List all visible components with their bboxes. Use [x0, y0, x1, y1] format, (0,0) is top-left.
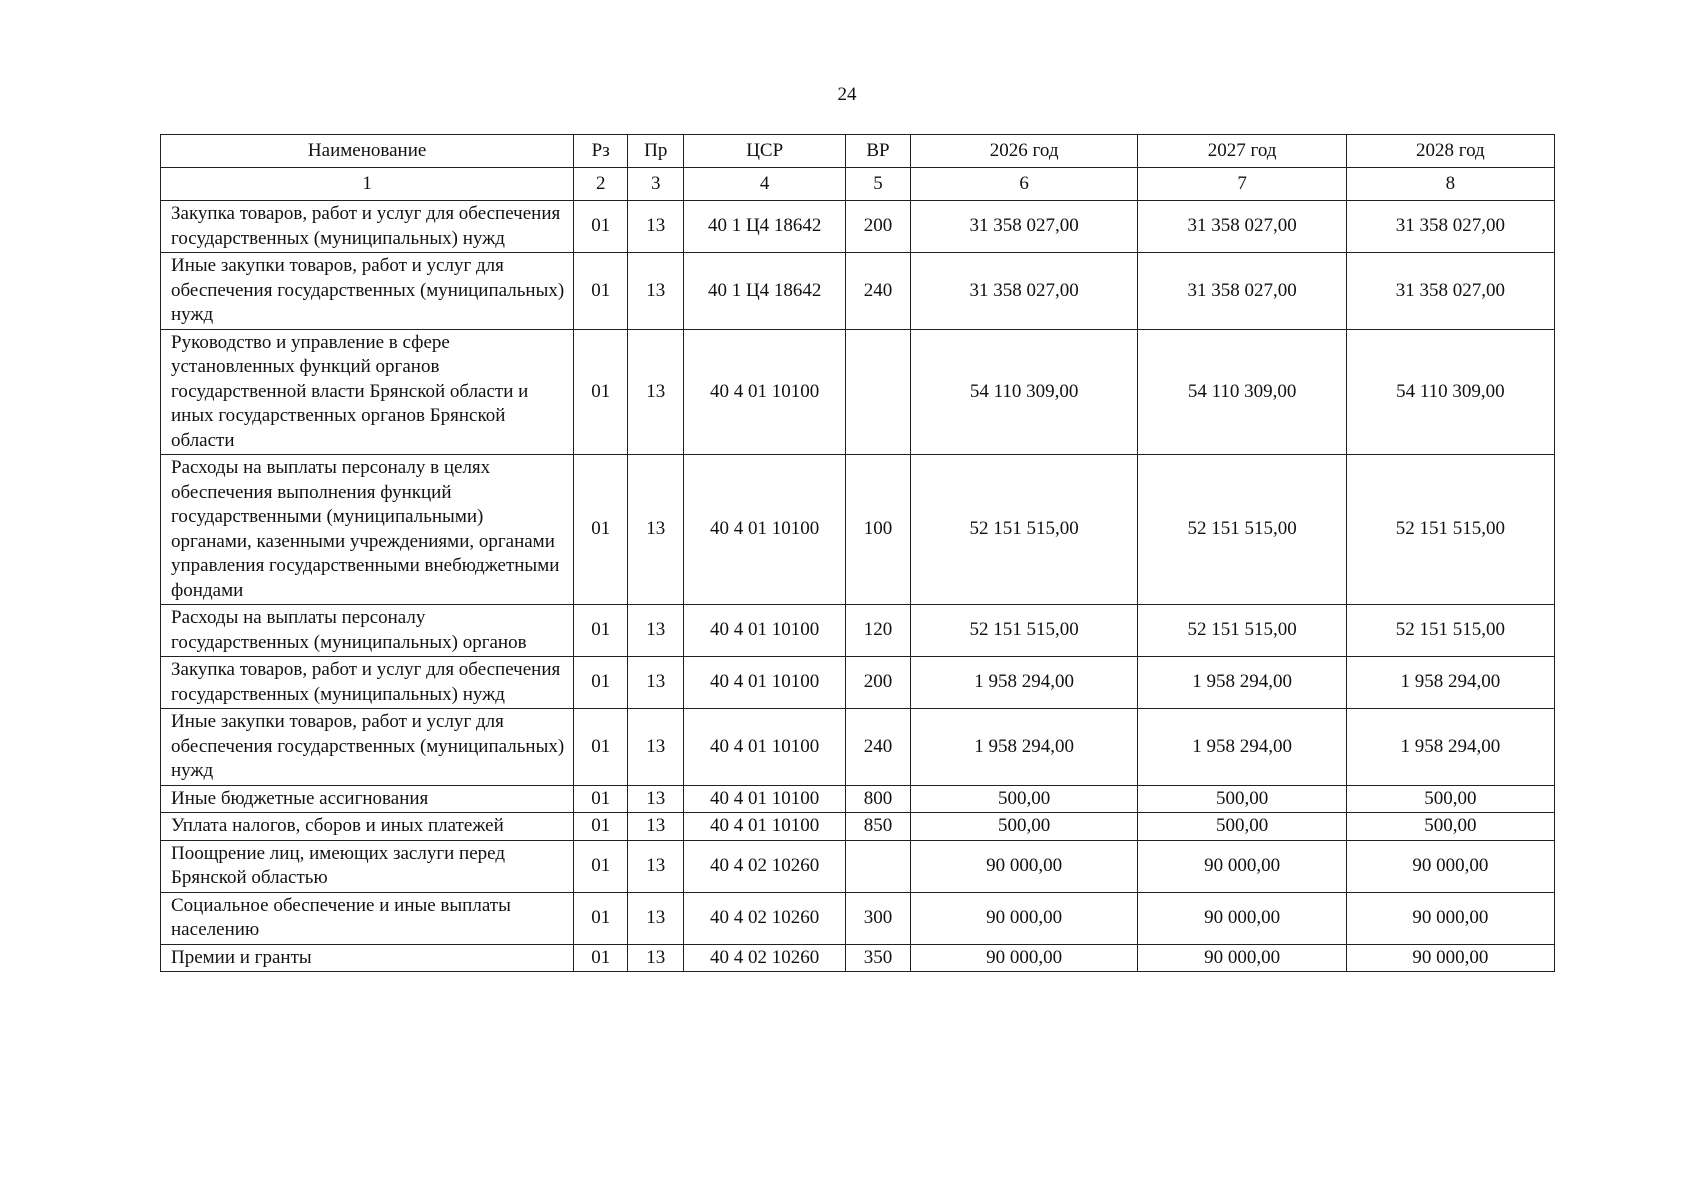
- cell-name: Расходы на выплаты персоналу государственных (муниципальных) органов: [161, 605, 574, 657]
- cell-rz: 01: [574, 657, 628, 709]
- cell-2027: 52 151 515,00: [1138, 455, 1346, 605]
- cell-csr: 40 4 01 10100: [684, 605, 846, 657]
- header-2026: 2026 год: [910, 135, 1138, 168]
- cell-pr: 13: [628, 605, 684, 657]
- cell-name: Иные закупки товаров, работ и услуг для обеспечения государственных (муниципальных) нужд: [161, 709, 574, 786]
- cell-2028: 1 958 294,00: [1346, 709, 1554, 786]
- cell-2028: 90 000,00: [1346, 892, 1554, 944]
- cell-2026: 54 110 309,00: [910, 329, 1138, 455]
- cell-rz: 01: [574, 813, 628, 841]
- column-number: 8: [1346, 168, 1554, 201]
- cell-csr: 40 4 01 10100: [684, 709, 846, 786]
- cell-csr: 40 4 01 10100: [684, 657, 846, 709]
- cell-pr: 13: [628, 657, 684, 709]
- table-row: [161, 944, 1555, 972]
- table-row: [161, 605, 1555, 657]
- cell-2027: 31 358 027,00: [1138, 201, 1346, 253]
- cell-rz: 01: [574, 785, 628, 813]
- column-number: 7: [1138, 168, 1346, 201]
- header-name: Наименование: [161, 135, 574, 168]
- cell-2028: 54 110 309,00: [1346, 329, 1554, 455]
- cell-pr: 13: [628, 329, 684, 455]
- header-rz: Рз: [574, 135, 628, 168]
- cell-2028: 52 151 515,00: [1346, 455, 1554, 605]
- cell-pr: 13: [628, 253, 684, 330]
- cell-name: Закупка товаров, работ и услуг для обеспечения государственных (муниципальных) нужд: [161, 657, 574, 709]
- cell-rz: 01: [574, 892, 628, 944]
- cell-vr: 300: [846, 892, 911, 944]
- cell-2028: 90 000,00: [1346, 944, 1554, 972]
- cell-2026: 31 358 027,00: [910, 253, 1138, 330]
- cell-name: Иные бюджетные ассигнования: [161, 785, 574, 813]
- header-2028: 2028 год: [1346, 135, 1554, 168]
- cell-2026: 52 151 515,00: [910, 455, 1138, 605]
- cell-vr: 240: [846, 709, 911, 786]
- table-row: [161, 657, 1555, 709]
- column-number: 4: [684, 168, 846, 201]
- cell-csr: 40 1 Ц4 18642: [684, 253, 846, 330]
- cell-vr: [846, 840, 911, 892]
- cell-name: Иные закупки товаров, работ и услуг для обеспечения государственных (муниципальных) нужд: [161, 253, 574, 330]
- cell-name: Социальное обеспечение и иные выплаты населению: [161, 892, 574, 944]
- cell-2028: 90 000,00: [1346, 840, 1554, 892]
- table-row: [161, 840, 1555, 892]
- cell-vr: 200: [846, 201, 911, 253]
- header-pr: Пр: [628, 135, 684, 168]
- column-number: 3: [628, 168, 684, 201]
- cell-csr: 40 4 01 10100: [684, 813, 846, 841]
- cell-csr: 40 4 01 10100: [684, 455, 846, 605]
- cell-2026: 90 000,00: [910, 840, 1138, 892]
- cell-pr: 13: [628, 455, 684, 605]
- page-number: 24: [837, 84, 857, 105]
- cell-pr: 13: [628, 813, 684, 841]
- column-number: 5: [846, 168, 911, 201]
- cell-2026: 500,00: [910, 785, 1138, 813]
- cell-2028: 500,00: [1346, 785, 1554, 813]
- table-row: [161, 785, 1555, 813]
- cell-pr: 13: [628, 201, 684, 253]
- column-number: 6: [910, 168, 1138, 201]
- cell-2026: 1 958 294,00: [910, 709, 1138, 786]
- cell-2026: 31 358 027,00: [910, 201, 1138, 253]
- header-2027: 2027 год: [1138, 135, 1346, 168]
- cell-rz: 01: [574, 329, 628, 455]
- table-row: [161, 329, 1555, 455]
- cell-csr: 40 4 02 10260: [684, 892, 846, 944]
- cell-2028: 31 358 027,00: [1346, 201, 1554, 253]
- cell-name: Руководство и управление в сфере установленных функций органов государственной власти Брянской области и иных государственных органов Брянской области: [161, 329, 574, 455]
- cell-2028: 1 958 294,00: [1346, 657, 1554, 709]
- budget-table: [160, 134, 1555, 972]
- cell-2027: 90 000,00: [1138, 840, 1346, 892]
- header-csr: ЦСР: [684, 135, 846, 168]
- cell-2028: 31 358 027,00: [1346, 253, 1554, 330]
- column-number-row: [161, 168, 1555, 201]
- cell-rz: 01: [574, 201, 628, 253]
- table-row: [161, 253, 1555, 330]
- cell-rz: 01: [574, 253, 628, 330]
- cell-2027: 500,00: [1138, 785, 1346, 813]
- cell-csr: 40 4 01 10100: [684, 785, 846, 813]
- cell-vr: [846, 329, 911, 455]
- cell-2026: 1 958 294,00: [910, 657, 1138, 709]
- cell-2027: 500,00: [1138, 813, 1346, 841]
- cell-2026: 90 000,00: [910, 892, 1138, 944]
- cell-2027: 1 958 294,00: [1138, 709, 1346, 786]
- column-number: 2: [574, 168, 628, 201]
- cell-pr: 13: [628, 840, 684, 892]
- cell-rz: 01: [574, 840, 628, 892]
- cell-name: Закупка товаров, работ и услуг для обеспечения государственных (муниципальных) нужд: [161, 201, 574, 253]
- cell-2027: 31 358 027,00: [1138, 253, 1346, 330]
- cell-2028: 500,00: [1346, 813, 1554, 841]
- cell-vr: 850: [846, 813, 911, 841]
- cell-2026: 90 000,00: [910, 944, 1138, 972]
- cell-rz: 01: [574, 709, 628, 786]
- cell-pr: 13: [628, 892, 684, 944]
- cell-vr: 200: [846, 657, 911, 709]
- cell-name: Уплата налогов, сборов и иных платежей: [161, 813, 574, 841]
- cell-csr: 40 4 02 10260: [684, 840, 846, 892]
- cell-2026: 52 151 515,00: [910, 605, 1138, 657]
- table-row: [161, 709, 1555, 786]
- cell-vr: 240: [846, 253, 911, 330]
- cell-vr: 350: [846, 944, 911, 972]
- cell-vr: 800: [846, 785, 911, 813]
- cell-2027: 1 958 294,00: [1138, 657, 1346, 709]
- cell-rz: 01: [574, 605, 628, 657]
- column-number: 1: [161, 168, 574, 201]
- cell-2027: 52 151 515,00: [1138, 605, 1346, 657]
- header-row: [161, 135, 1555, 168]
- table-row: [161, 455, 1555, 605]
- header-vr: ВР: [846, 135, 911, 168]
- cell-name: Поощрение лиц, имеющих заслуги перед Брянской областью: [161, 840, 574, 892]
- cell-rz: 01: [574, 455, 628, 605]
- cell-2028: 52 151 515,00: [1346, 605, 1554, 657]
- table-row: [161, 201, 1555, 253]
- cell-pr: 13: [628, 709, 684, 786]
- cell-rz: 01: [574, 944, 628, 972]
- cell-csr: 40 1 Ц4 18642: [684, 201, 846, 253]
- cell-vr: 100: [846, 455, 911, 605]
- cell-2027: 90 000,00: [1138, 892, 1346, 944]
- cell-2027: 54 110 309,00: [1138, 329, 1346, 455]
- table-row: [161, 892, 1555, 944]
- cell-2026: 500,00: [910, 813, 1138, 841]
- cell-pr: 13: [628, 785, 684, 813]
- cell-csr: 40 4 01 10100: [684, 329, 846, 455]
- cell-csr: 40 4 02 10260: [684, 944, 846, 972]
- cell-name: Премии и гранты: [161, 944, 574, 972]
- cell-pr: 13: [628, 944, 684, 972]
- cell-vr: 120: [846, 605, 911, 657]
- table-body: [161, 201, 1555, 972]
- cell-name: Расходы на выплаты персоналу в целях обеспечения выполнения функций государственными (муниципальными) органами, казенными учреждениями, органами управления государственными внебюджетными фондами: [161, 455, 574, 605]
- table-row: [161, 813, 1555, 841]
- cell-2027: 90 000,00: [1138, 944, 1346, 972]
